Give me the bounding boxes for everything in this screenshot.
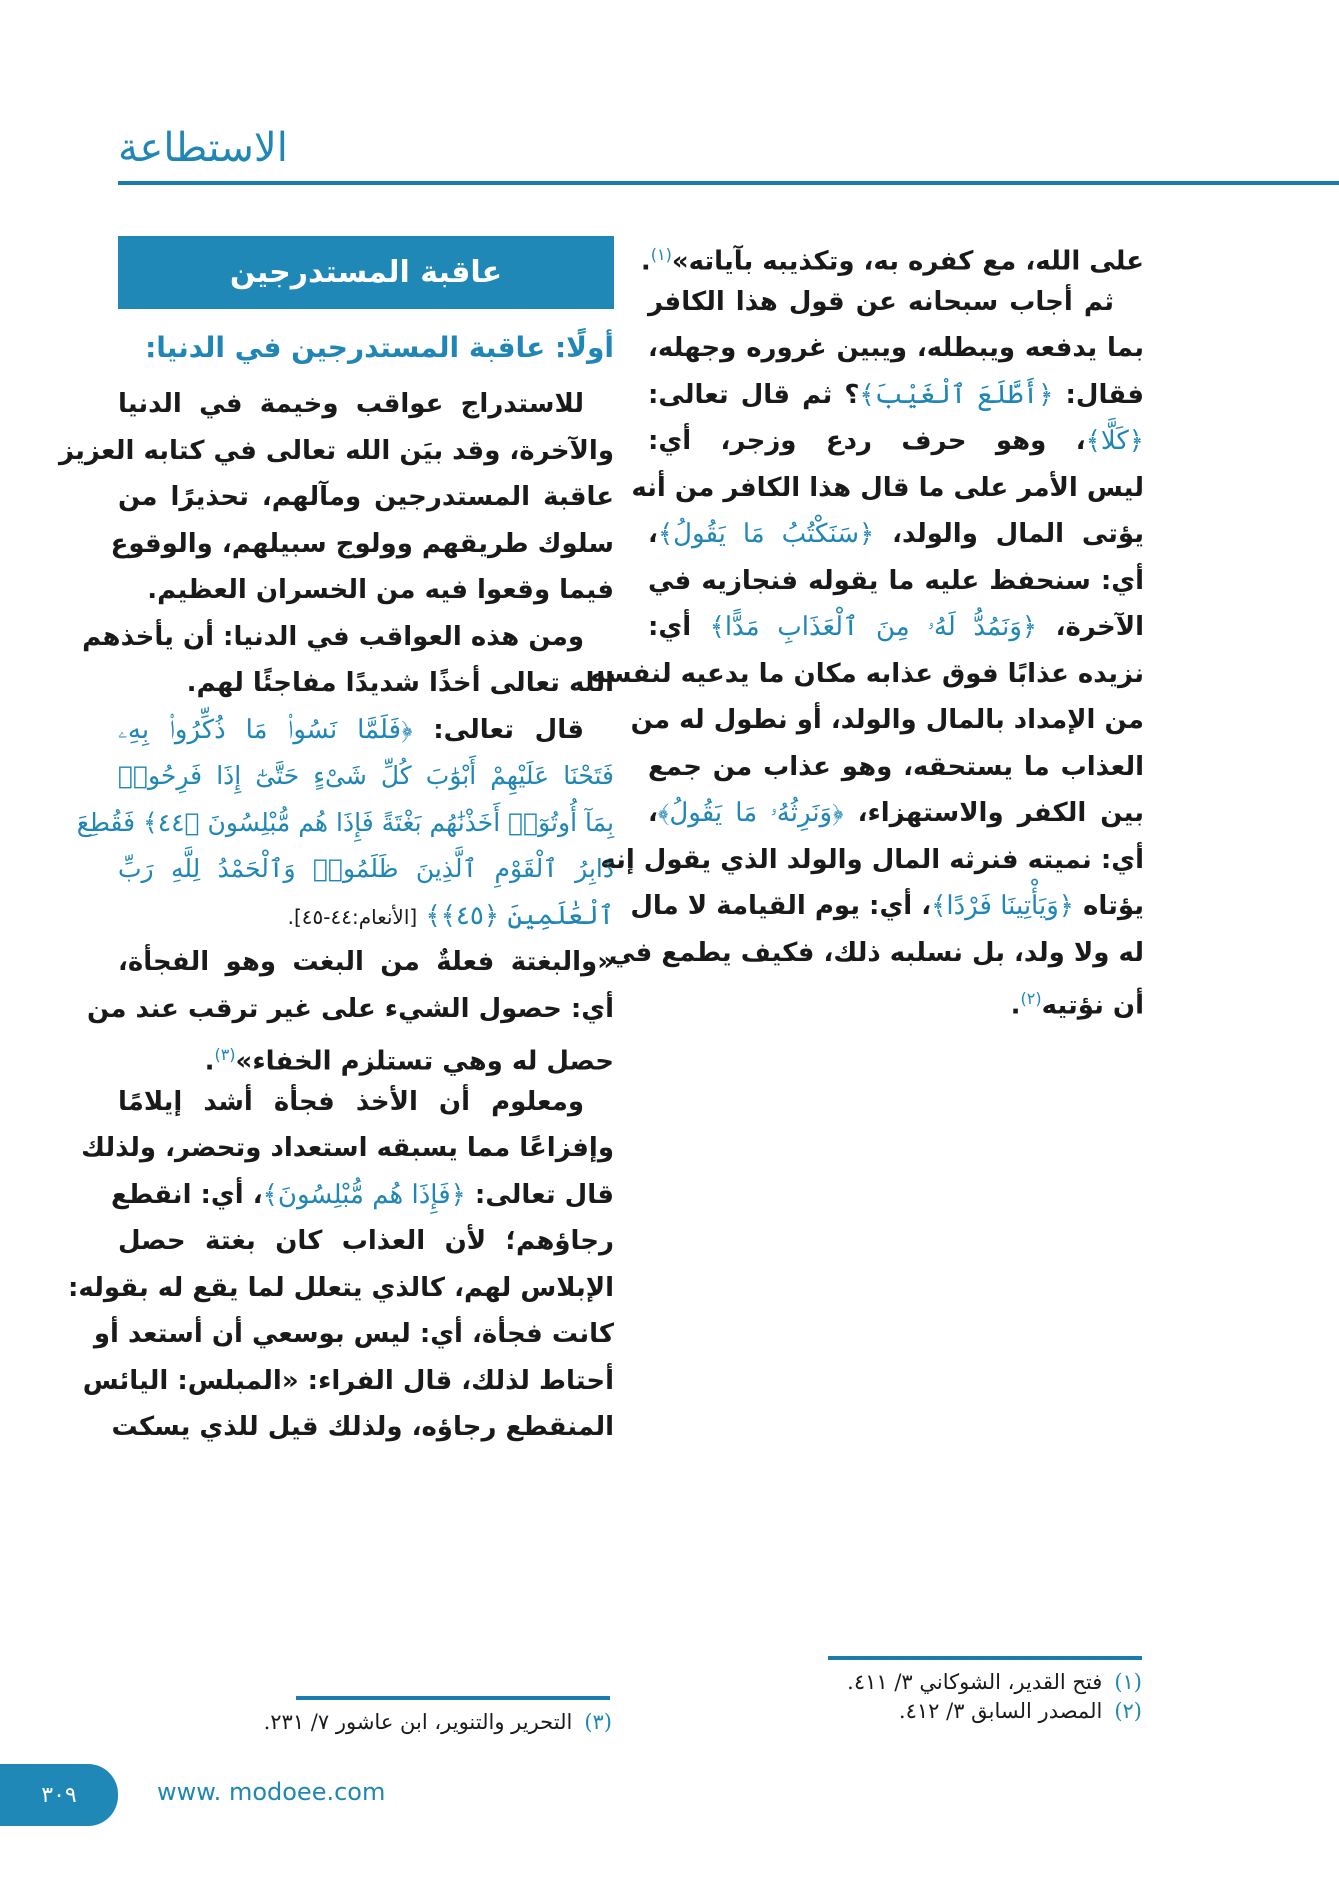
quran-verse: ٱلْعَٰلَمِينَ ﴿٤٥﴾﴾ — [417, 900, 614, 931]
text-line — [648, 558, 1144, 605]
footnote-ref[interactable]: (٣) — [214, 1045, 236, 1064]
website-link[interactable]: www. modoee.com — [157, 1778, 386, 1806]
body-text: ، — [648, 798, 658, 828]
left-column-body — [58, 381, 614, 1451]
text-line — [118, 381, 614, 428]
text-line — [600, 837, 1144, 884]
footnote-ref[interactable]: (٢) — [1020, 989, 1042, 1008]
footnote-rule-left — [296, 1696, 610, 1700]
text-line — [648, 279, 1144, 326]
body-text: ، أي: انقطع — [111, 1179, 263, 1210]
footnote-text: المصدر السابق ٣/ ٤١٢. — [898, 1699, 1103, 1723]
footnote-number: (١) — [1114, 1670, 1142, 1694]
body-text: ؟ ثم قال تعالى: — [648, 379, 860, 410]
body-text: العذاب ما يستحقه، وهو عذاب من جمع — [648, 751, 1144, 782]
quran-verse: ﴿وَنَرِثُهُۥ مَا يَقُولُ﴾ — [657, 798, 844, 828]
quran-verse: بِمَآ أُوتُوٓا۟ أَخَذْنَٰهُم بَغْتَةً فَإِذَا هُم مُّبْلِسُونَ ﴿٤٤﴾ فَقُطِعَ — [76, 807, 614, 837]
page-number-badge: ٣٠٩ — [0, 1764, 118, 1826]
text-line — [648, 744, 1144, 791]
body-text: . — [640, 246, 651, 277]
body-text: الإبلاس لهم، كالذي يتعلل لما يقع له بقوله: — [68, 1272, 614, 1303]
text-line — [118, 474, 614, 521]
text-line — [118, 567, 614, 614]
body-text: فقال: — [1053, 379, 1144, 410]
quran-verse: ﴿وَيَأْتِينَا فَرْدًا﴾ — [931, 891, 1074, 921]
body-text: أحتاط لذلك، قال الفراء: «المبلس: اليائس — [82, 1365, 614, 1396]
quran-verse: دَابِرُ ٱلْقَوْمِ ٱلَّذِينَ ظَلَمُوا۟ وَٱلْحَمْدُ لِلَّهِ رَبِّ — [118, 854, 614, 883]
body-text: المنقطع رجاؤه، ولذلك قيل للذي يسكت — [111, 1412, 614, 1442]
body-text: . — [1010, 990, 1021, 1021]
quran-verse: ﴿وَنَمُدُّ لَهُۥ مِنَ ٱلْعَذَابِ مَدًّا﴾ — [709, 612, 1038, 642]
text-line — [118, 660, 614, 707]
text-line — [118, 846, 614, 893]
body-text: أي: سنحفظ عليه ما يقوله فنجازيه في — [648, 565, 1144, 596]
body-text: «والبغتة فعلةٌ من البغت وهو الفجأة، — [118, 947, 614, 977]
running-title: الاستطاعة — [118, 125, 288, 171]
footnote-number: (٣) — [584, 1710, 612, 1734]
text-line — [110, 521, 614, 568]
text-line — [590, 651, 1144, 698]
footnote-text: فتح القدير، الشوكاني ٣/ ٤١١. — [847, 1670, 1103, 1694]
text-line — [640, 232, 1144, 279]
text-line — [118, 707, 614, 754]
text-line — [82, 614, 614, 661]
body-text: رجاؤهم؛ لأن العذاب كان بغتة حصل — [118, 1226, 614, 1256]
text-line — [118, 1032, 614, 1079]
text-line — [118, 1218, 614, 1265]
text-line — [630, 697, 1144, 744]
quran-verse: ﴿سَنَكْتُبُ مَا يَقُولُ﴾ — [657, 519, 875, 549]
text-line — [630, 883, 1144, 930]
body-text: قال تعالى: — [465, 1179, 614, 1210]
header-rule — [118, 181, 1339, 185]
body-text: أي: نميته فنرثه المال والولد الذي يقول إنه — [600, 844, 1144, 875]
footnote-ref[interactable]: (١) — [650, 245, 672, 264]
section-title-bar: عاقبة المستدرجين — [118, 236, 614, 309]
text-line — [648, 325, 1144, 372]
body-text: من الإمداد بالمال والولد، أو نطول له من — [630, 705, 1144, 735]
text-line — [648, 511, 1144, 558]
text-line — [648, 604, 1144, 651]
text-line — [648, 790, 1144, 837]
body-text: أي: — [648, 612, 710, 642]
body-text: حصل له وهي تستلزم الخفاء» — [235, 1046, 614, 1077]
verse-reference: [الأنعام:٤٤-٤٥]. — [287, 904, 418, 929]
text-line — [648, 372, 1144, 419]
text-line — [631, 465, 1144, 512]
body-text: يؤتاه — [1074, 891, 1144, 921]
body-text: ومعلوم أن الأخذ فجأة أشد إيلامًا — [118, 1086, 584, 1117]
text-line — [118, 753, 614, 800]
quran-verse: فَتَحْنَا عَلَيْهِمْ أَبْوَٰبَ كُلِّ شَىْءٍ حَتَّىٰٓ إِذَا فَرِحُوا۟ — [118, 761, 614, 790]
body-text: أن نؤتيه — [1041, 990, 1144, 1021]
text-line — [81, 1125, 614, 1172]
text-line — [82, 1358, 614, 1405]
text-line — [58, 428, 614, 475]
text-line — [118, 893, 614, 940]
text-line — [68, 1265, 614, 1312]
body-text: كانت فجأة، أي: ليس بوسعي أن أستعد أو — [93, 1319, 614, 1349]
body-text: أي: حصول الشيء على غير ترقب عند من — [86, 993, 614, 1024]
text-line — [609, 930, 1144, 977]
text-line — [648, 976, 1144, 1023]
quran-verse: ﴿أَطَّلَعَ ٱلْغَيْبَ﴾ — [859, 379, 1054, 410]
body-text: عاقبة المستدرجين ومآلهم، تحذيرًا من — [118, 482, 614, 512]
body-text: له ولا ولد، بل نسلبه ذلك، فكيف يطمع في — [609, 937, 1144, 968]
body-text: الله تعالى أخذًا شديدًا مفاجئًا لهم. — [186, 668, 614, 698]
footnote-rule-right — [828, 1656, 1142, 1660]
footnote — [264, 1708, 612, 1737]
footnote-number: (٢) — [1114, 1699, 1142, 1723]
body-text: نزيده عذابًا فوق عذابه مكان ما يدعيه لنفسه — [590, 658, 1144, 689]
body-text: فيما وقعوا فيه من الخسران العظيم. — [147, 575, 614, 605]
body-text: يؤتى المال والولد، — [874, 519, 1144, 549]
text-line — [76, 800, 614, 847]
text-line — [86, 986, 614, 1033]
footnote-text: التحرير والتنوير، ابن عاشور ٧/ ٢٣١. — [263, 1710, 573, 1734]
quran-verse: ﴿فَلَمَّا نَسُوا۟ مَا ذُكِّرُوا۟ بِهِۦ — [118, 714, 413, 745]
body-text: والآخرة، وقد بيَن الله تعالى في كتابه العزيز — [58, 435, 614, 466]
quran-verse: ﴿فَإِذَا هُم مُّبْلِسُونَ﴾ — [262, 1179, 466, 1210]
text-line — [111, 1404, 614, 1451]
text-line — [648, 418, 1144, 465]
text-line — [118, 939, 614, 986]
footnotes-left — [264, 1708, 612, 1737]
body-text: ، أي: يوم القيامة لا مال — [630, 891, 932, 921]
subheading: أولًا: عاقبة المستدرجين في الدنيا: — [145, 331, 614, 364]
body-text: وإفزاعًا مما يسبقه استعداد وتحضر، ولذلك — [81, 1133, 614, 1163]
right-column — [590, 232, 1144, 1023]
body-text: ثم أجاب سبحانه عن قول هذا الكافر — [648, 286, 1114, 317]
body-text: سلوك طريقهم وولوج سبيلهم، والوقوع — [110, 528, 614, 559]
body-text: للاستدراج عواقب وخيمة في الدنيا — [118, 389, 584, 419]
body-text: ، وهو حرف ردع وزجر، أي: — [648, 426, 1086, 456]
footnote — [847, 1668, 1142, 1697]
footnotes-right — [847, 1668, 1142, 1726]
body-text: بما يدفعه ويبطله، ويبين غروره وجهله، — [648, 333, 1144, 363]
quran-verse: ﴿كَلَّا﴾ — [1085, 426, 1144, 456]
body-text: ليس الأمر على ما قال هذا الكافر من أنه — [631, 472, 1144, 503]
footnote — [847, 1697, 1142, 1726]
body-text: ومن هذه العواقب في الدنيا: أن يأخذهم — [82, 621, 584, 652]
text-line — [118, 1079, 614, 1126]
body-text: الآخرة، — [1037, 612, 1144, 642]
body-text: بين الكفر والاستهزاء، — [843, 798, 1144, 828]
text-line — [93, 1311, 614, 1358]
text-line — [111, 1172, 614, 1219]
left-column — [58, 232, 614, 1451]
body-text: . — [204, 1046, 215, 1077]
body-text: قال تعالى: — [412, 714, 584, 745]
body-text: ، — [648, 519, 658, 549]
body-text: على الله، مع كفره به، وتكذيبه بآياته» — [671, 246, 1144, 277]
